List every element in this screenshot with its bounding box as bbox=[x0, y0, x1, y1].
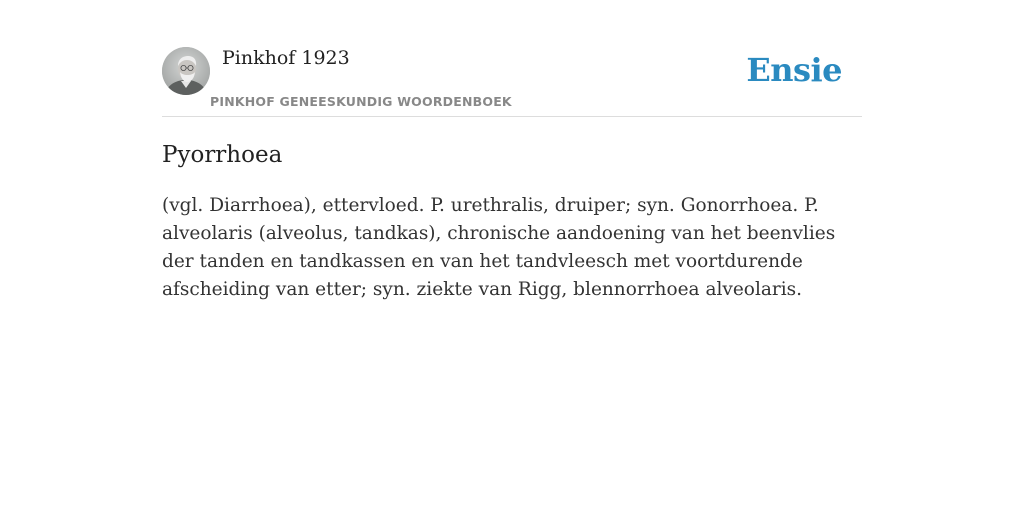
portrait-image-icon bbox=[162, 47, 210, 95]
ensie-logo-link[interactable]: Ensie bbox=[746, 51, 842, 89]
entry-definition: (vgl. Diarrhoea), ettervloed. P. urethralis, druiper; syn. Gonorrhoea. P. alveolaris (alveolus, tandkas), chronische aandoening van het beenvlies der tanden en tandkassen en van het tandvleesch met voortdurende afscheiding van etter; syn. ziekte van Rigg, blennorrhoea alveolaris. bbox=[162, 195, 836, 300]
source-title[interactable]: Pinkhof 1923 bbox=[222, 47, 350, 69]
author-avatar[interactable] bbox=[162, 47, 210, 95]
source-subtitle: PINKHOF GENEESKUNDIG WOORDENBOEK bbox=[210, 94, 512, 109]
source-header bbox=[162, 46, 862, 117]
entry-title: Pyorrhoea bbox=[162, 142, 283, 168]
